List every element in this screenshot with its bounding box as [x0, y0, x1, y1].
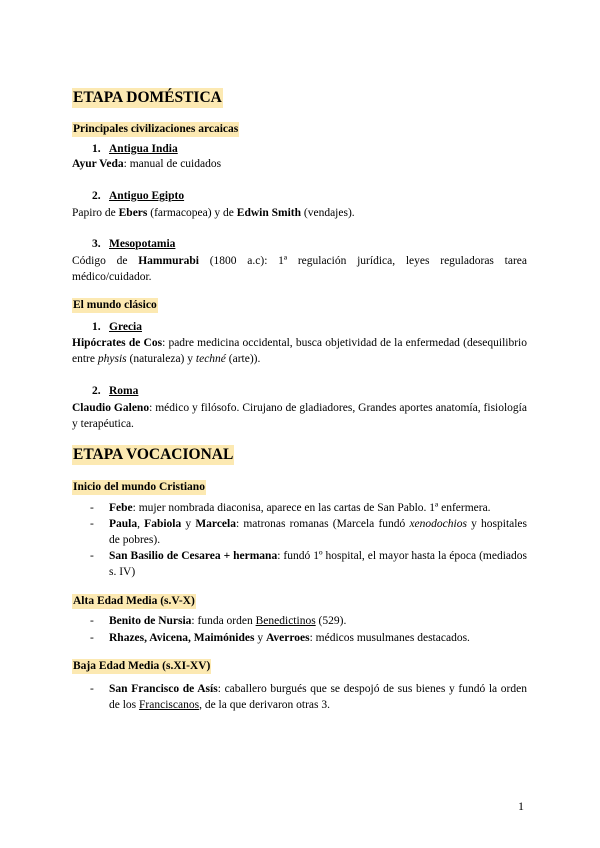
paragraph-india: Ayur Veda: manual de cuidados	[72, 158, 222, 170]
list-item-basilio: - San Basilio de Cesarea + hermana: fundó 1º hospital, el mayor hasta la época (mediados s. IV)	[90, 550, 527, 578]
item-heading-india: 1. Antigua India	[92, 143, 178, 155]
section-heading-vocacional: ETAPA VOCACIONAL	[73, 446, 234, 463]
subsection-heading-clasico: El mundo clásico	[73, 299, 157, 311]
list-item-benito: - Benito de Nursia: funda orden Benedictinos (529).	[90, 615, 347, 627]
item-heading-grecia: 1. Grecia	[92, 321, 142, 333]
page-number: 1	[518, 799, 524, 813]
subsection-heading-alta-edad-media: Alta Edad Media (s.V-X)	[73, 595, 195, 607]
list-item-rhazes: - Rhazes, Avicena, Maimónides y Averroes: médicos musulmanes destacados.	[90, 632, 470, 644]
item-heading-mesopotamia: 3. Mesopotamia	[92, 238, 176, 250]
subsection-heading-baja-edad-media: Baja Edad Media (s.XI-XV)	[73, 660, 211, 672]
section-heading-domestica: ETAPA DOMÉSTICA	[73, 89, 222, 106]
list-item-paula: - Paula, Fabiola y Marcela: matronas romanas (Marcela fundó xenodochios y hospitales de pobres).	[90, 518, 528, 546]
paragraph-grecia: Hipócrates de Cos: padre medicina occidental, busca objetividad de la enfermedad (desequilibrio entre physis (naturaleza) y techné (arte)).	[72, 337, 527, 365]
subsection-heading-arcaicas: Principales civilizaciones arcaicas	[73, 123, 239, 135]
list-item-francisco: - San Francisco de Asís: caballero burgués que se despojó de sus bienes y fundó la orden de los Franciscanos, de la que derivaron otras 3.	[90, 683, 527, 711]
item-heading-egipto: 2. Antiguo Egipto	[92, 190, 185, 202]
subsection-heading-cristiano: Inicio del mundo Cristiano	[73, 481, 205, 493]
item-heading-roma: 2. Roma	[92, 385, 139, 397]
list-item-febe: - Febe: mujer nombrada diaconisa, aparece en las cartas de San Pablo. 1ª enfermera.	[90, 502, 491, 514]
paragraph-egipto: Papiro de Ebers (farmacopea) y de Edwin Smith (vendajes).	[72, 207, 355, 219]
paragraph-roma: Claudio Galeno: médico y filósofo. Cirujano de gladiadores, Grandes aportes anatomía, fisiología y terapéutica.	[72, 402, 527, 430]
paragraph-mesopotamia: Código de Hammurabi (1800 a.c): 1ª regulación jurídica, leyes reguladoras tarea médico/cuidador.	[72, 255, 527, 283]
